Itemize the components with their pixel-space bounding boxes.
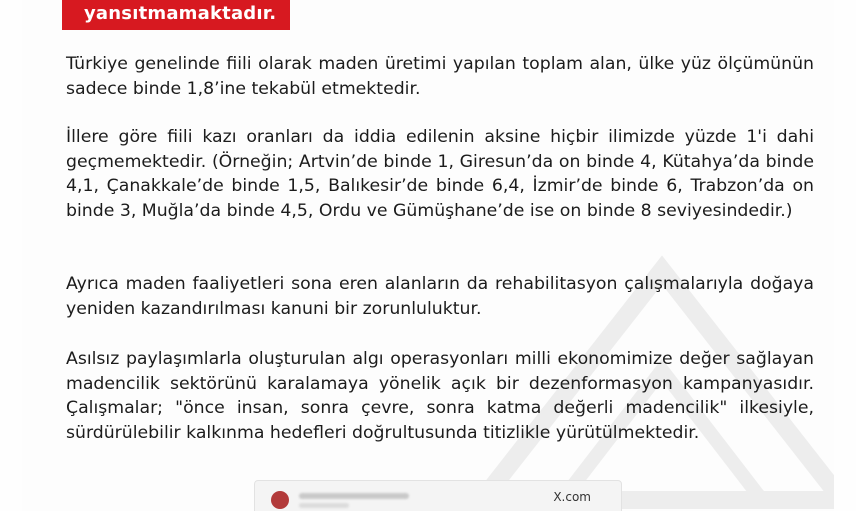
paragraph-total-area: Türkiye genelinde fiili olarak maden üretimi yapılan toplam alan, ülke yüz ölçümünün sadece binde 1,8’ine tekabül etmektedir.: [66, 54, 814, 99]
embedded-post-card[interactable]: [254, 480, 622, 511]
embed-source-label: X.com: [553, 490, 591, 504]
paragraph-rehabilitation: Ayrıca maden faaliyetleri sona eren alanların da rehabilitasyon çalışmalarıyla doğaya yeniden kazandırılması kanuni bir zorunluluktur.: [66, 274, 814, 319]
blurred-account-name: [299, 493, 409, 499]
statement-card: [22, 0, 834, 511]
paragraph-province-ratios: İllere göre fiili kazı oranları da iddia edilenin aksine hiçbir ilimizde yüzde 1'i dahi geçmemektedir. (Örneğin; Artvin’de binde 1, Giresun’da on binde 4, Kütahya’da binde 4,1, Çanakkale’de binde 1,5, Balıkesir’de binde 6,4, İzmir’de binde 6, Trabzon’da on binde 3, Muğla’da binde 4,5, Ordu ve Gümüşhane’de ise on binde 8 seviyesindedir.): [66, 127, 814, 221]
paragraph-disinformation: Asılsız paylaşımlarla oluşturulan algı operasyonları milli ekonomimize değer sağlayan madencilik sektörünü karalamaya yönelik açık bir dezenformasyon kampanyasıdır. Çalışmalar; "önce insan, sonra çevre, sonra katma değerli madencilik" ilkesiyle, sürdürülebilir kalkınma hedefleri doğrultusunda titizlikle yürütülmektedir.: [66, 349, 814, 443]
avatar: [271, 491, 289, 509]
blurred-account-handle: [299, 503, 349, 508]
title-banner: yansıtmamaktadır.: [62, 0, 290, 30]
